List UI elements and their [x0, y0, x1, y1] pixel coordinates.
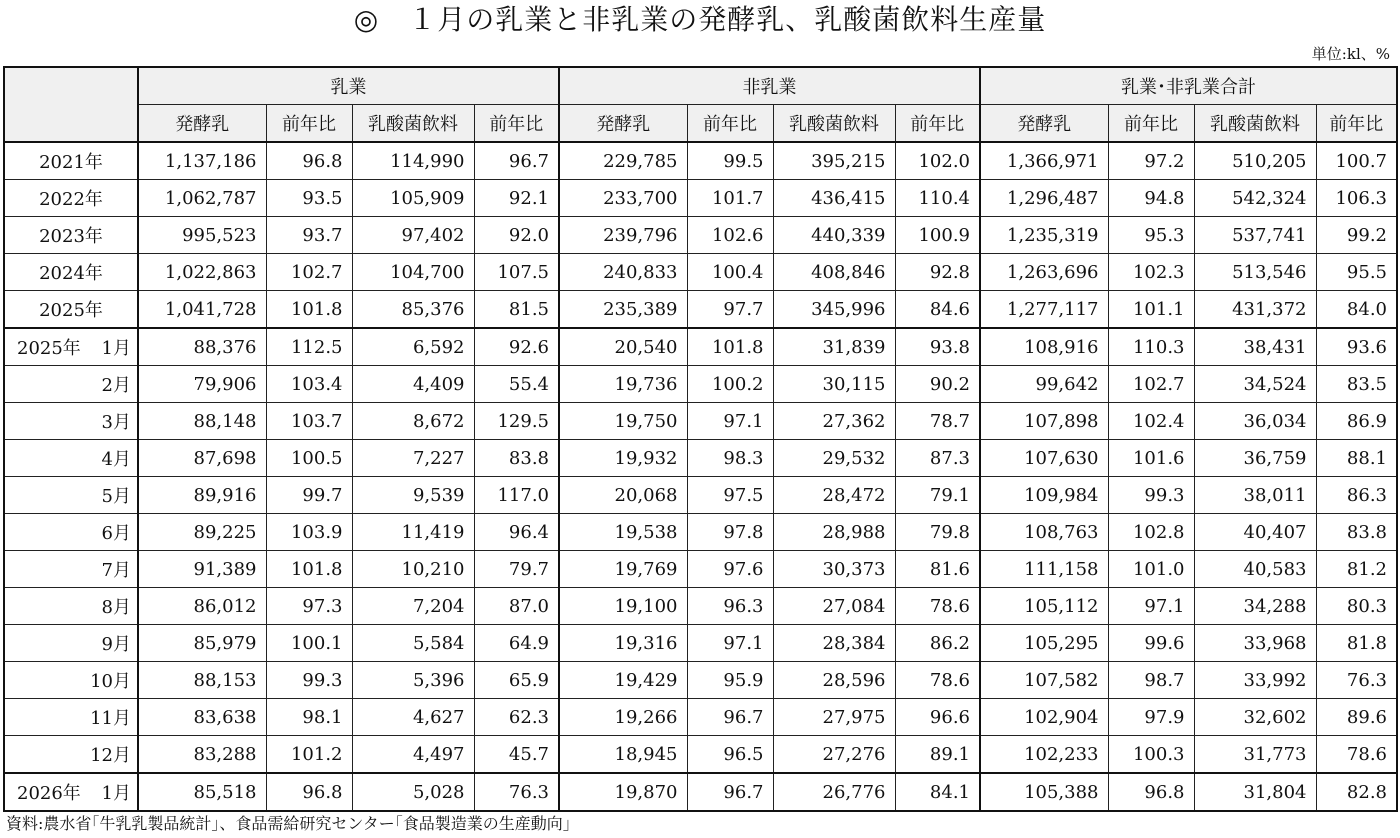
table-cell: 97.1 — [687, 625, 773, 662]
table-cell: 27,084 — [773, 588, 895, 625]
table-row — [4, 625, 1397, 662]
table-cell: 99.2 — [1316, 217, 1397, 254]
table-cell: 106.3 — [1316, 180, 1397, 217]
table-cell: 19,429 — [559, 662, 687, 699]
table-cell: 87.0 — [474, 588, 559, 625]
table-row — [4, 291, 1397, 329]
table-cell: 101.6 — [1108, 440, 1194, 477]
source-note: 資料:農水省｢牛乳乳製品統計｣、食品需給研究センター｢食品製造業の生産動向｣ — [6, 814, 571, 833]
table-cell: 83.5 — [1316, 366, 1397, 403]
table-cell: 45.7 — [474, 736, 559, 774]
table-row — [4, 514, 1397, 551]
yoy-header: 前年比 — [1108, 105, 1194, 143]
table-cell: 96.7 — [474, 142, 559, 180]
table-cell: 81.6 — [895, 551, 980, 588]
yoy-header: 前年比 — [266, 105, 352, 143]
table-row — [4, 773, 1397, 811]
table-cell: 345,996 — [773, 291, 895, 329]
table-cell: 431,372 — [1194, 291, 1316, 329]
table-cell: 78.6 — [1316, 736, 1397, 774]
table-cell: 1,062,787 — [138, 180, 266, 217]
table-cell: 79,906 — [138, 366, 266, 403]
table-cell: 19,750 — [559, 403, 687, 440]
table-cell: 87,698 — [138, 440, 266, 477]
table-cell: 96.8 — [266, 773, 352, 811]
table-cell: 34,288 — [1194, 588, 1316, 625]
table-cell: 89,916 — [138, 477, 266, 514]
table-cell: 92.6 — [474, 328, 559, 366]
table-cell: 102,904 — [980, 699, 1108, 736]
table-cell: 78.6 — [895, 588, 980, 625]
table-cell: 110.4 — [895, 180, 980, 217]
table-cell: 101.1 — [1108, 291, 1194, 329]
table-cell: 1,235,319 — [980, 217, 1108, 254]
table-cell: 96.4 — [474, 514, 559, 551]
table-cell: 34,524 — [1194, 366, 1316, 403]
table-cell: 83,638 — [138, 699, 266, 736]
table-cell: 98.7 — [1108, 662, 1194, 699]
table-cell: 100.3 — [1108, 736, 1194, 774]
table-cell: 102.7 — [266, 254, 352, 291]
table-cell: 65.9 — [474, 662, 559, 699]
table-cell: 27,975 — [773, 699, 895, 736]
table-cell: 233,700 — [559, 180, 687, 217]
table-cell: 93.6 — [1316, 328, 1397, 366]
yoy-header: 前年比 — [1316, 105, 1397, 143]
table-cell: 33,992 — [1194, 662, 1316, 699]
table-cell: 109,984 — [980, 477, 1108, 514]
table-cell: 28,988 — [773, 514, 895, 551]
table-cell: 19,100 — [559, 588, 687, 625]
table-row — [4, 477, 1397, 514]
table-cell: 33,968 — [1194, 625, 1316, 662]
table-cell: 101.8 — [266, 291, 352, 329]
table-cell: 117.0 — [474, 477, 559, 514]
table-cell: 95.5 — [1316, 254, 1397, 291]
row-label: 2月 — [4, 366, 138, 403]
table-cell: 101.2 — [266, 736, 352, 774]
table-cell: 30,115 — [773, 366, 895, 403]
table-cell: 85,376 — [352, 291, 474, 329]
lactic-drink-header: 乳酸菌飲料 — [352, 105, 474, 143]
table-cell: 129.5 — [474, 403, 559, 440]
table-cell: 95.3 — [1108, 217, 1194, 254]
table-cell: 10,210 — [352, 551, 474, 588]
table-cell: 86.2 — [895, 625, 980, 662]
table-cell: 27,276 — [773, 736, 895, 774]
table-cell: 105,295 — [980, 625, 1108, 662]
table-cell: 96.8 — [266, 142, 352, 180]
table-cell: 97.3 — [266, 588, 352, 625]
table-cell: 4,409 — [352, 366, 474, 403]
table-cell: 91,389 — [138, 551, 266, 588]
table-cell: 98.1 — [266, 699, 352, 736]
table-cell: 97.1 — [687, 403, 773, 440]
table-cell: 40,407 — [1194, 514, 1316, 551]
table-cell: 235,389 — [559, 291, 687, 329]
table-cell: 89.6 — [1316, 699, 1397, 736]
table-cell: 96.7 — [687, 699, 773, 736]
table-cell: 436,415 — [773, 180, 895, 217]
table-cell: 105,388 — [980, 773, 1108, 811]
table-cell: 96.8 — [1108, 773, 1194, 811]
row-label: 2025年 — [4, 291, 138, 329]
table-cell: 100.5 — [266, 440, 352, 477]
table-cell: 19,266 — [559, 699, 687, 736]
corner-cell — [4, 67, 138, 142]
table-cell: 88,153 — [138, 662, 266, 699]
table-cell: 36,034 — [1194, 403, 1316, 440]
table-cell: 19,870 — [559, 773, 687, 811]
table-cell: 78.6 — [895, 662, 980, 699]
row-label — [4, 328, 138, 366]
table-cell: 395,215 — [773, 142, 895, 180]
table-row — [4, 551, 1397, 588]
table-cell: 92.1 — [474, 180, 559, 217]
table-cell: 40,583 — [1194, 551, 1316, 588]
table-cell: 102.7 — [1108, 366, 1194, 403]
table-cell: 20,068 — [559, 477, 687, 514]
table-cell: 542,324 — [1194, 180, 1316, 217]
table-cell: 84.6 — [895, 291, 980, 329]
table-cell: 97,402 — [352, 217, 474, 254]
table-cell: 105,112 — [980, 588, 1108, 625]
table-cell: 6,592 — [352, 328, 474, 366]
table-cell: 84.0 — [1316, 291, 1397, 329]
table-cell: 93.8 — [895, 328, 980, 366]
table-cell: 84.1 — [895, 773, 980, 811]
table-cell: 1,137,186 — [138, 142, 266, 180]
table-cell: 4,497 — [352, 736, 474, 774]
table-cell: 85,979 — [138, 625, 266, 662]
table-cell: 94.8 — [1108, 180, 1194, 217]
table-cell: 102.0 — [895, 142, 980, 180]
unit-label: 単位:kl、% — [1311, 45, 1390, 63]
table-body — [4, 142, 1397, 811]
row-label: 10月 — [4, 662, 138, 699]
table-cell: 100.4 — [687, 254, 773, 291]
table-cell: 81.2 — [1316, 551, 1397, 588]
table-cell: 29,532 — [773, 440, 895, 477]
table-cell: 98.3 — [687, 440, 773, 477]
table-cell: 19,769 — [559, 551, 687, 588]
table-cell: 19,316 — [559, 625, 687, 662]
table-cell: 86.9 — [1316, 403, 1397, 440]
row-label: 11月 — [4, 699, 138, 736]
table-cell: 79.1 — [895, 477, 980, 514]
table-cell: 103.9 — [266, 514, 352, 551]
table-cell: 102,233 — [980, 736, 1108, 774]
group-header-row — [4, 67, 1397, 105]
table-cell: 90.2 — [895, 366, 980, 403]
table-cell: 93.7 — [266, 217, 352, 254]
fermented-milk-header: 発酵乳 — [559, 105, 687, 143]
table-cell: 7,204 — [352, 588, 474, 625]
row-label: 4月 — [4, 440, 138, 477]
table-cell: 100.2 — [687, 366, 773, 403]
table-cell: 92.8 — [895, 254, 980, 291]
table-cell: 114,990 — [352, 142, 474, 180]
table-cell: 19,932 — [559, 440, 687, 477]
table-row — [4, 440, 1397, 477]
table-cell: 76.3 — [474, 773, 559, 811]
table-cell: 108,916 — [980, 328, 1108, 366]
table-cell: 7,227 — [352, 440, 474, 477]
fermented-milk-header: 発酵乳 — [980, 105, 1108, 143]
table-cell: 995,523 — [138, 217, 266, 254]
table-cell: 85,518 — [138, 773, 266, 811]
table-cell: 88.1 — [1316, 440, 1397, 477]
table-cell: 83.8 — [474, 440, 559, 477]
table-cell: 97.9 — [1108, 699, 1194, 736]
table-cell: 102.3 — [1108, 254, 1194, 291]
yoy-header: 前年比 — [474, 105, 559, 143]
table-cell: 101.8 — [687, 328, 773, 366]
table-cell: 107.5 — [474, 254, 559, 291]
table-cell: 1,296,487 — [980, 180, 1108, 217]
table-cell: 1,366,971 — [980, 142, 1108, 180]
row-year: 2025年 — [17, 338, 81, 359]
table-cell: 19,538 — [559, 514, 687, 551]
table-cell: 83.8 — [1316, 514, 1397, 551]
table-cell: 104,700 — [352, 254, 474, 291]
table-row — [4, 217, 1397, 254]
table-cell: 8,672 — [352, 403, 474, 440]
table-cell: 100.9 — [895, 217, 980, 254]
table-cell: 55.4 — [474, 366, 559, 403]
table-cell: 76.3 — [1316, 662, 1397, 699]
table-cell: 107,630 — [980, 440, 1108, 477]
table-cell: 513,546 — [1194, 254, 1316, 291]
table-cell: 26,776 — [773, 773, 895, 811]
table-cell: 107,582 — [980, 662, 1108, 699]
table-cell: 93.5 — [266, 180, 352, 217]
table-cell: 112.5 — [266, 328, 352, 366]
table-row — [4, 254, 1397, 291]
table-cell: 78.7 — [895, 403, 980, 440]
table-cell: 408,846 — [773, 254, 895, 291]
production-table — [3, 66, 1398, 812]
table-row — [4, 142, 1397, 180]
table-cell: 97.6 — [687, 551, 773, 588]
table-cell: 103.7 — [266, 403, 352, 440]
table-cell: 27,362 — [773, 403, 895, 440]
row-label: 6月 — [4, 514, 138, 551]
table-cell: 95.9 — [687, 662, 773, 699]
table-cell: 100.7 — [1316, 142, 1397, 180]
table-cell: 31,773 — [1194, 736, 1316, 774]
table-cell: 87.3 — [895, 440, 980, 477]
table-row — [4, 366, 1397, 403]
table-cell: 99.3 — [1108, 477, 1194, 514]
table-row — [4, 180, 1397, 217]
table-cell: 99.5 — [687, 142, 773, 180]
table-cell: 28,384 — [773, 625, 895, 662]
row-label: 2022年 — [4, 180, 138, 217]
table-cell: 103.4 — [266, 366, 352, 403]
table-cell: 28,596 — [773, 662, 895, 699]
table-cell: 82.8 — [1316, 773, 1397, 811]
row-month: 1月 — [101, 338, 131, 359]
row-month: 1月 — [101, 783, 131, 804]
table-cell: 99.3 — [266, 662, 352, 699]
group-header-total: 乳業･非乳業合計 — [980, 67, 1397, 105]
table-cell: 107,898 — [980, 403, 1108, 440]
row-label: 2024年 — [4, 254, 138, 291]
row-label: 2021年 — [4, 142, 138, 180]
table-cell: 80.3 — [1316, 588, 1397, 625]
table-cell: 88,148 — [138, 403, 266, 440]
page-title: ◎ １月の乳業と非乳業の発酵乳、乳酸菌飲料生産量 — [353, 3, 1047, 36]
sub-header-row — [4, 105, 1397, 143]
table-row — [4, 736, 1397, 774]
table-cell: 229,785 — [559, 142, 687, 180]
table-cell: 36,759 — [1194, 440, 1316, 477]
table-cell: 111,158 — [980, 551, 1108, 588]
table-cell: 5,028 — [352, 773, 474, 811]
table-cell: 102.4 — [1108, 403, 1194, 440]
lactic-drink-header: 乳酸菌飲料 — [773, 105, 895, 143]
table-cell: 19,736 — [559, 366, 687, 403]
table-cell: 97.1 — [1108, 588, 1194, 625]
row-label: 7月 — [4, 551, 138, 588]
table-cell: 99.7 — [266, 477, 352, 514]
table-cell: 11,419 — [352, 514, 474, 551]
table-cell: 239,796 — [559, 217, 687, 254]
table-cell: 18,945 — [559, 736, 687, 774]
table-cell: 20,540 — [559, 328, 687, 366]
row-label — [4, 773, 138, 811]
table-cell: 101.7 — [687, 180, 773, 217]
table-cell: 38,011 — [1194, 477, 1316, 514]
table-cell: 81.5 — [474, 291, 559, 329]
table-cell: 32,602 — [1194, 699, 1316, 736]
table-cell: 97.5 — [687, 477, 773, 514]
table-cell: 108,763 — [980, 514, 1108, 551]
table-cell: 96.7 — [687, 773, 773, 811]
table-cell: 105,909 — [352, 180, 474, 217]
table-cell: 5,584 — [352, 625, 474, 662]
table-cell: 96.6 — [895, 699, 980, 736]
table-cell: 240,833 — [559, 254, 687, 291]
table-cell: 79.8 — [895, 514, 980, 551]
table-cell: 92.0 — [474, 217, 559, 254]
table-cell: 31,804 — [1194, 773, 1316, 811]
row-label: 9月 — [4, 625, 138, 662]
yoy-header: 前年比 — [895, 105, 980, 143]
table-cell: 1,263,696 — [980, 254, 1108, 291]
table-cell: 9,539 — [352, 477, 474, 514]
row-year: 2026年 — [17, 783, 81, 804]
table-cell: 102.8 — [1108, 514, 1194, 551]
table-cell: 38,431 — [1194, 328, 1316, 366]
table-cell: 97.7 — [687, 291, 773, 329]
table-cell: 96.5 — [687, 736, 773, 774]
table-cell: 97.8 — [687, 514, 773, 551]
table-row — [4, 699, 1397, 736]
table-cell: 30,373 — [773, 551, 895, 588]
table-cell: 86,012 — [138, 588, 266, 625]
table-cell: 89.1 — [895, 736, 980, 774]
table-cell: 510,205 — [1194, 142, 1316, 180]
table-cell: 83,288 — [138, 736, 266, 774]
table-cell: 97.2 — [1108, 142, 1194, 180]
table-cell: 1,277,117 — [980, 291, 1108, 329]
table-cell: 440,339 — [773, 217, 895, 254]
table-cell: 88,376 — [138, 328, 266, 366]
row-label: 12月 — [4, 736, 138, 774]
table-row — [4, 328, 1397, 366]
table-cell: 101.8 — [266, 551, 352, 588]
fermented-milk-header: 発酵乳 — [138, 105, 266, 143]
lactic-drink-header: 乳酸菌飲料 — [1194, 105, 1316, 143]
table-cell: 62.3 — [474, 699, 559, 736]
table-cell: 81.8 — [1316, 625, 1397, 662]
table-cell: 1,041,728 — [138, 291, 266, 329]
table-cell: 28,472 — [773, 477, 895, 514]
row-label: 5月 — [4, 477, 138, 514]
table-cell: 110.3 — [1108, 328, 1194, 366]
row-label: 2023年 — [4, 217, 138, 254]
group-header-non-dairy: 非乳業 — [559, 67, 980, 105]
table-cell: 79.7 — [474, 551, 559, 588]
table-cell: 4,627 — [352, 699, 474, 736]
table-row — [4, 403, 1397, 440]
table-cell: 89,225 — [138, 514, 266, 551]
table-cell: 96.3 — [687, 588, 773, 625]
table-cell: 86.3 — [1316, 477, 1397, 514]
yoy-header: 前年比 — [687, 105, 773, 143]
table-cell: 1,022,863 — [138, 254, 266, 291]
table-cell: 537,741 — [1194, 217, 1316, 254]
table-row — [4, 662, 1397, 699]
table-cell: 99,642 — [980, 366, 1108, 403]
table-cell: 64.9 — [474, 625, 559, 662]
table-cell: 100.1 — [266, 625, 352, 662]
table-cell: 31,839 — [773, 328, 895, 366]
group-header-dairy: 乳業 — [138, 67, 559, 105]
row-label: 8月 — [4, 588, 138, 625]
table-cell: 5,396 — [352, 662, 474, 699]
table-cell: 99.6 — [1108, 625, 1194, 662]
row-label: 3月 — [4, 403, 138, 440]
table-cell: 101.0 — [1108, 551, 1194, 588]
table-row — [4, 588, 1397, 625]
table-cell: 102.6 — [687, 217, 773, 254]
